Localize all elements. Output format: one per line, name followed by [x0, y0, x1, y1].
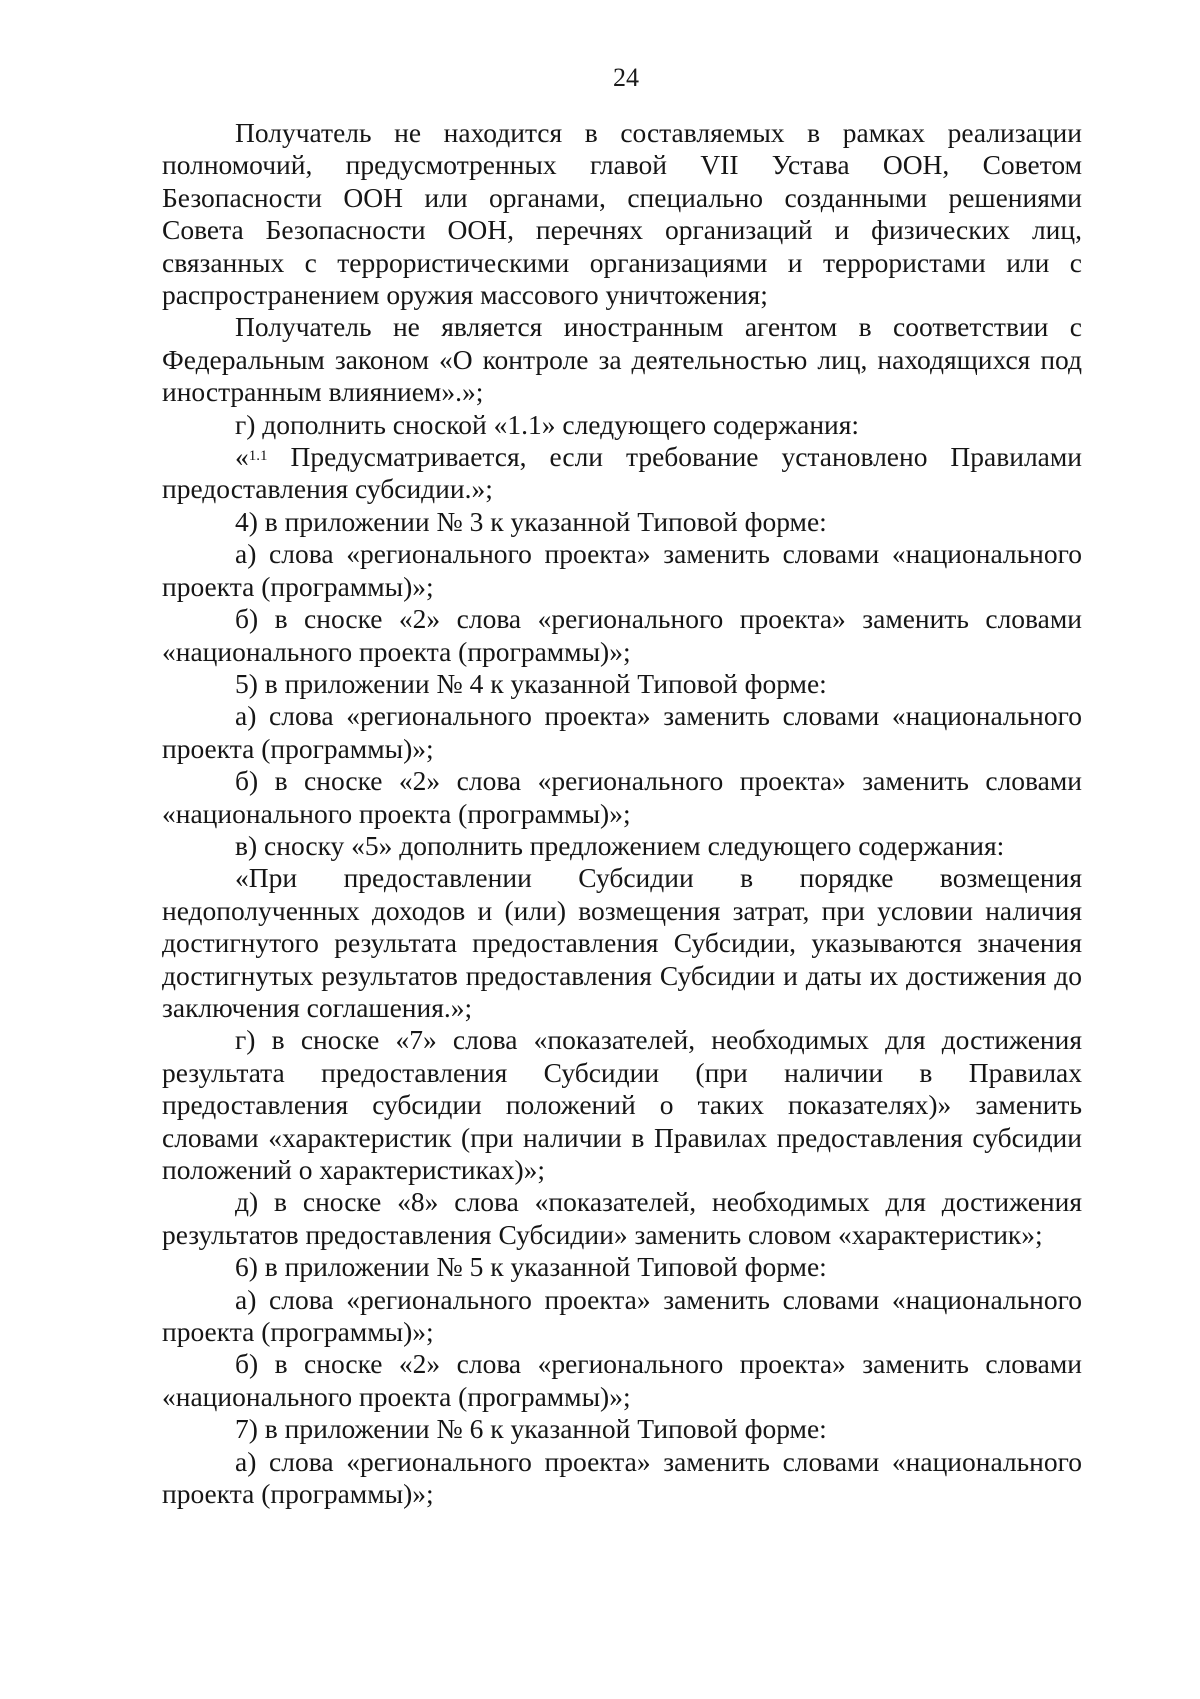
paragraph-item-5a: а) слова «регионального проекта» заменить словами «национального проекта (программы)»; [162, 700, 1082, 764]
page-number: 24 [613, 63, 639, 92]
paragraph-item-g-footnote: г) дополнить сноской «1.1» следующего содержания: [235, 408, 860, 440]
paragraph-item-5d: д) в сноске «8» слова «показателей, необходимых для достижения результатов предоставления Субсидии» заменить словом «характеристик»; [162, 1186, 1082, 1250]
paragraph-item-7: 7) в приложении № 6 к указанной Типовой форме: [235, 1413, 827, 1445]
paragraph-item-5v: в) сноску «5» дополнить предложением следующего содержания: [235, 829, 1005, 861]
footnote-open-quote: « [235, 441, 249, 473]
paragraph-item-4: 4) в приложении № 3 к указанной Типовой форме: [235, 505, 827, 537]
paragraph-item-6a: а) слова «регионального проекта» заменить словами «национального проекта (программы)»; [162, 1283, 1082, 1348]
paragraph-item-7a: а) слова «регионального проекта» заменить словами «национального проекта (программы)»; [162, 1445, 1082, 1510]
document-body [162, 117, 1082, 1510]
paragraph-foreign-agent: Получатель не является иностранным агентом в соответствии с Федеральным законом «О контроле за деятельностью лиц, находящихся под иностранным влиянием».»; [162, 311, 1082, 408]
paragraph-sanctions-list: Получатель не находится в составляемых в рамках реализации полномочий, предусмотренных главой VII Устава ООН, Советом Безопасности ООН или органами, специально созданными решениями Совета Безопасности ООН, перечнях организаций и физических лиц, связанных с террористическими организациями и террористами или с распространением оружия массового уничтожения; [162, 117, 1082, 311]
paragraph-footnote-1-1 [162, 441, 1082, 506]
paragraph-item-6: 6) в приложении № 5 к указанной Типовой форме: [235, 1251, 827, 1283]
paragraph-item-5: 5) в приложении № 4 к указанной Типовой форме: [235, 667, 827, 699]
paragraph-item-4a: а) слова «регионального проекта» заменить словами «национального проекта (программы)»; [162, 538, 1082, 602]
paragraph-item-5g: г) в сноске «7» слова «показателей, необходимых для достижения результата предоставления Субсидии (при наличии в Правилах предоставления субсидии положений о таких показателях)» заменить словами «характеристик (при наличии в Правилах предоставления субсидии положений о характеристиках)»; [162, 1024, 1082, 1185]
footnote-text: Предусматривается, если требование установлено Правилами предоставления субсидии.»; [162, 441, 1082, 505]
paragraph-quoted-sentence: «При предоставлении Субсидии в порядке возмещения недополученных доходов и (или) возмещения затрат, при условии наличия достигнутого результата предоставления Субсидии, указываются значения достигнутых результатов предоставления Субсидии и даты их достижения до заключения соглашения.»; [162, 862, 1082, 1023]
paragraph-item-6b: б) в сноске «2» слова «регионального проекта» заменить словами «национального проекта (программы)»; [162, 1348, 1082, 1412]
paragraph-item-4b: б) в сноске «2» слова «регионального проекта» заменить словами «национального проекта (программы)»; [162, 603, 1082, 667]
paragraph-item-5b: б) в сноске «2» слова «регионального проекта» заменить словами «национального проекта (программы)»; [162, 765, 1082, 829]
footnote-marker: 1.1 [248, 448, 268, 465]
